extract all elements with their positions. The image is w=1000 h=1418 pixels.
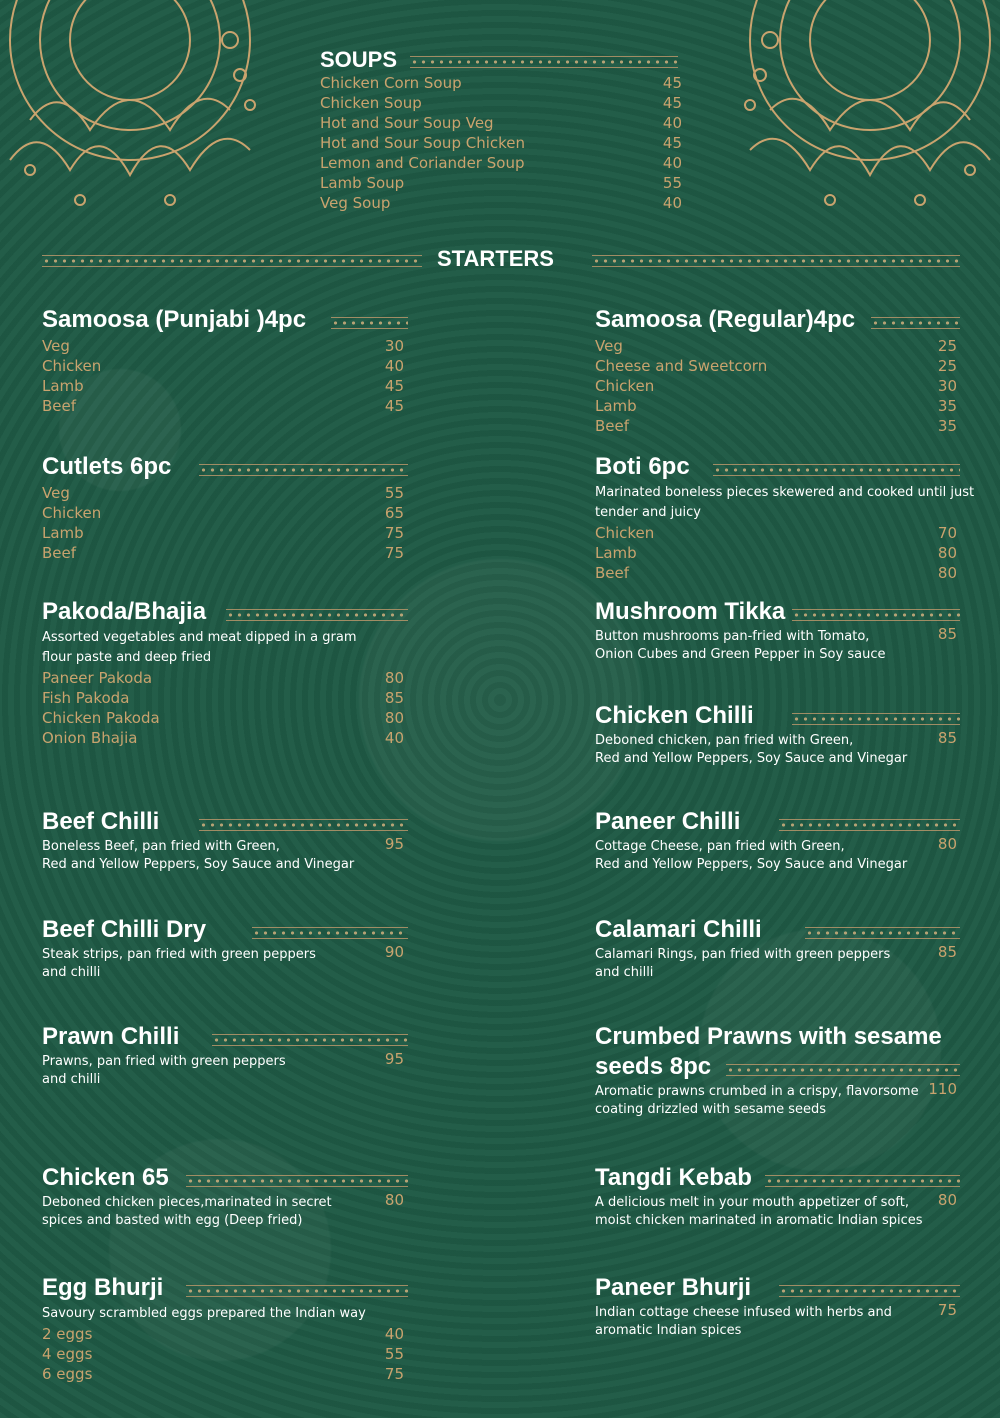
section-title: Paneer Bhurji [595, 1274, 752, 1301]
menu-item-price: 80 [384, 709, 404, 727]
title-ornament-line [199, 464, 408, 476]
soup-item-price: 45 [662, 74, 682, 92]
title-ornament-line [779, 819, 960, 831]
item-price: 95 [384, 1050, 404, 1068]
menu-item-price: 30 [937, 377, 957, 395]
menu-item-name: Beef [595, 564, 630, 582]
menu-item-price: 40 [384, 357, 404, 375]
item-description: Red and Yellow Peppers, Soy Sauce and Vinegar [595, 856, 908, 872]
menu-item-name: Chicken [42, 357, 102, 375]
item-description: Steak strips, pan fried with green peppers [42, 947, 316, 962]
item-price: 110 [928, 1080, 957, 1098]
soups-ornament-line [410, 56, 678, 68]
menu-item-name: Lamb [595, 397, 637, 415]
section-title: Samoosa (Punjabi )4pc [42, 306, 307, 333]
item-description: coating drizzled with sesame seeds [595, 1101, 827, 1117]
starters-title: STARTERS [437, 246, 554, 271]
soup-item-price: 40 [662, 154, 682, 172]
menu-item-price: 75 [384, 524, 404, 542]
soup-item-price: 40 [662, 194, 682, 212]
item-price: 85 [937, 625, 957, 643]
soup-item-name: Hot and Sour Soup Veg [320, 114, 494, 132]
section-title: Calamari Chilli [595, 916, 762, 943]
section-title: Tangdi Kebab [595, 1164, 752, 1191]
menu-item-name: Cheese and Sweetcorn [595, 357, 768, 375]
item-description: aromatic Indian spices [595, 1322, 742, 1338]
menu-item-name: Lamb [595, 544, 637, 562]
item-price: 80 [937, 1191, 957, 1209]
menu-item-price: 55 [384, 1345, 404, 1363]
menu-item-name: Veg [595, 337, 623, 355]
section-title: Beef Chilli [42, 808, 160, 835]
item-description: Onion Cubes and Green Pepper in Soy sauce [595, 646, 886, 662]
soup-item-name: Chicken Soup [320, 94, 422, 112]
menu-item-price: 35 [937, 417, 957, 435]
title-ornament-line [212, 1034, 408, 1046]
item-description: and chilli [42, 964, 101, 980]
menu-item-price: 70 [937, 524, 957, 542]
title-ornament-line [252, 927, 408, 939]
item-description: Indian cottage cheese infused with herbs and [595, 1305, 892, 1320]
title-ornament-line [779, 1285, 960, 1297]
starters-ornament-right [592, 255, 960, 267]
item-price: 95 [384, 835, 404, 853]
menu-item-price: 55 [384, 484, 404, 502]
soup-item-price: 55 [662, 174, 682, 192]
section-title: Boti 6pc [595, 453, 690, 480]
item-description: Button mushrooms pan-fried with Tomato, [595, 629, 870, 644]
title-ornament-line [792, 713, 960, 725]
section-title: Chicken 65 [42, 1164, 169, 1191]
soup-item-price: 45 [662, 134, 682, 152]
menu-item-name: Veg [42, 337, 70, 355]
item-description: spices and basted with egg (Deep fried) [42, 1212, 303, 1228]
item-description: Aromatic prawns crumbed in a crispy, flavorsome [595, 1084, 919, 1099]
item-description: moist chicken marinated in aromatic Indian spices [595, 1212, 923, 1228]
section-title: Beef Chilli Dry [42, 916, 207, 943]
soup-item-name: Chicken Corn Soup [320, 74, 462, 92]
title-ornament-line [792, 609, 960, 621]
item-description: Red and Yellow Peppers, Soy Sauce and Vinegar [595, 750, 908, 766]
item-description: Marinated boneless pieces skewered and cooked until just [595, 485, 975, 500]
section-title: Paneer Chilli [595, 808, 741, 835]
menu-item-price: 80 [937, 564, 957, 582]
item-price: 85 [937, 943, 957, 961]
item-description: Prawns, pan fried with green peppers [42, 1054, 286, 1069]
menu-item-price: 45 [384, 397, 404, 415]
soup-item-name: Veg Soup [320, 194, 391, 212]
item-description: and chilli [42, 1071, 101, 1087]
title-ornament-line [713, 464, 960, 476]
menu-item-price: 80 [384, 669, 404, 687]
menu-item-price: 40 [384, 1325, 404, 1343]
title-ornament-line [186, 1175, 408, 1187]
menu-item-name: Paneer Pakoda [42, 669, 153, 687]
item-description: Savoury scrambled eggs prepared the Indian way [42, 1306, 366, 1321]
title-ornament-line [331, 317, 408, 329]
item-description: Cottage Cheese, pan fried with Green, [595, 839, 845, 854]
item-price: 80 [937, 835, 957, 853]
menu-item-name: Onion Bhajia [42, 729, 138, 747]
menu-item-price: 85 [384, 689, 404, 707]
title-ornament-line [186, 1285, 408, 1297]
title-ornament-line [726, 1064, 960, 1076]
section-title: Samoosa (Regular)4pc [595, 306, 856, 333]
item-description: and chilli [595, 964, 654, 980]
menu-item-name: Chicken Pakoda [42, 709, 160, 727]
menu-item-name: Chicken [595, 524, 655, 542]
item-description: Calamari Rings, pan fried with green peppers [595, 947, 891, 962]
item-price: 80 [384, 1191, 404, 1209]
item-price: 90 [384, 943, 404, 961]
section-title: Egg Bhurji [42, 1274, 164, 1301]
section-title: Crumbed Prawns with sesame [595, 1023, 942, 1050]
soup-item-price: 45 [662, 94, 682, 112]
menu-item-name: Beef [42, 397, 77, 415]
menu-item-name: Lamb [42, 377, 84, 395]
soups-title: SOUPS [320, 47, 398, 72]
item-price: 85 [937, 729, 957, 747]
menu-item-price: 35 [937, 397, 957, 415]
menu-item-name: 2 eggs [42, 1325, 93, 1343]
menu-item-name: Beef [595, 417, 630, 435]
mandala-ornament-right [700, 0, 1000, 220]
section-title: Cutlets 6pc [42, 453, 172, 480]
section-title: Mushroom Tikka [595, 598, 786, 625]
title-ornament-line [226, 609, 408, 621]
title-ornament-line [805, 927, 960, 939]
menu-item-price: 75 [384, 544, 404, 562]
soup-item-name: Hot and Sour Soup Chicken [320, 134, 526, 152]
starters-ornament-left [42, 255, 422, 267]
menu-item-name: Veg [42, 484, 70, 502]
item-price: 75 [937, 1301, 957, 1319]
menu-item-price: 40 [384, 729, 404, 747]
menu-item-name: Chicken [42, 504, 102, 522]
menu-item-price: 75 [384, 1365, 404, 1383]
item-description: Deboned chicken, pan fried with Green, [595, 733, 854, 748]
item-description: Boneless Beef, pan fried with Green, [42, 839, 280, 854]
menu-item-name: Fish Pakoda [42, 689, 130, 707]
menu-item-name: Beef [42, 544, 77, 562]
soup-item-price: 40 [662, 114, 682, 132]
item-description: flour paste and deep fried [42, 650, 212, 665]
menu-item-name: 6 eggs [42, 1365, 93, 1383]
section-title: Prawn Chilli [42, 1023, 180, 1050]
item-description: A delicious melt in your mouth appetizer of soft, [595, 1195, 909, 1210]
menu-item-name: 4 eggs [42, 1345, 93, 1363]
menu-item-price: 30 [384, 337, 404, 355]
menu-item-price: 25 [937, 357, 957, 375]
soup-item-name: Lamb Soup [320, 174, 405, 192]
section-title: Chicken Chilli [595, 702, 754, 729]
item-description: Assorted vegetables and meat dipped in a gram [42, 630, 357, 645]
menu-item-price: 25 [937, 337, 957, 355]
section-title: Pakoda/Bhajia [42, 598, 207, 625]
item-description: tender and juicy [595, 505, 701, 520]
item-description: Deboned chicken pieces,marinated in secret [42, 1195, 332, 1210]
menu-item-name: Lamb [42, 524, 84, 542]
title-ornament-line [199, 819, 408, 831]
menu-item-name: Chicken [595, 377, 655, 395]
menu-item-price: 80 [937, 544, 957, 562]
item-description: Red and Yellow Peppers, Soy Sauce and Vinegar [42, 856, 355, 872]
title-ornament-line [765, 1175, 960, 1187]
menu-item-price: 65 [384, 504, 404, 522]
menu-item-price: 45 [384, 377, 404, 395]
title-ornament-line [871, 317, 960, 329]
section-title-line2: seeds 8pc [595, 1053, 712, 1080]
mandala-ornament-left [0, 0, 300, 220]
soup-item-name: Lemon and Coriander Soup [320, 154, 525, 172]
